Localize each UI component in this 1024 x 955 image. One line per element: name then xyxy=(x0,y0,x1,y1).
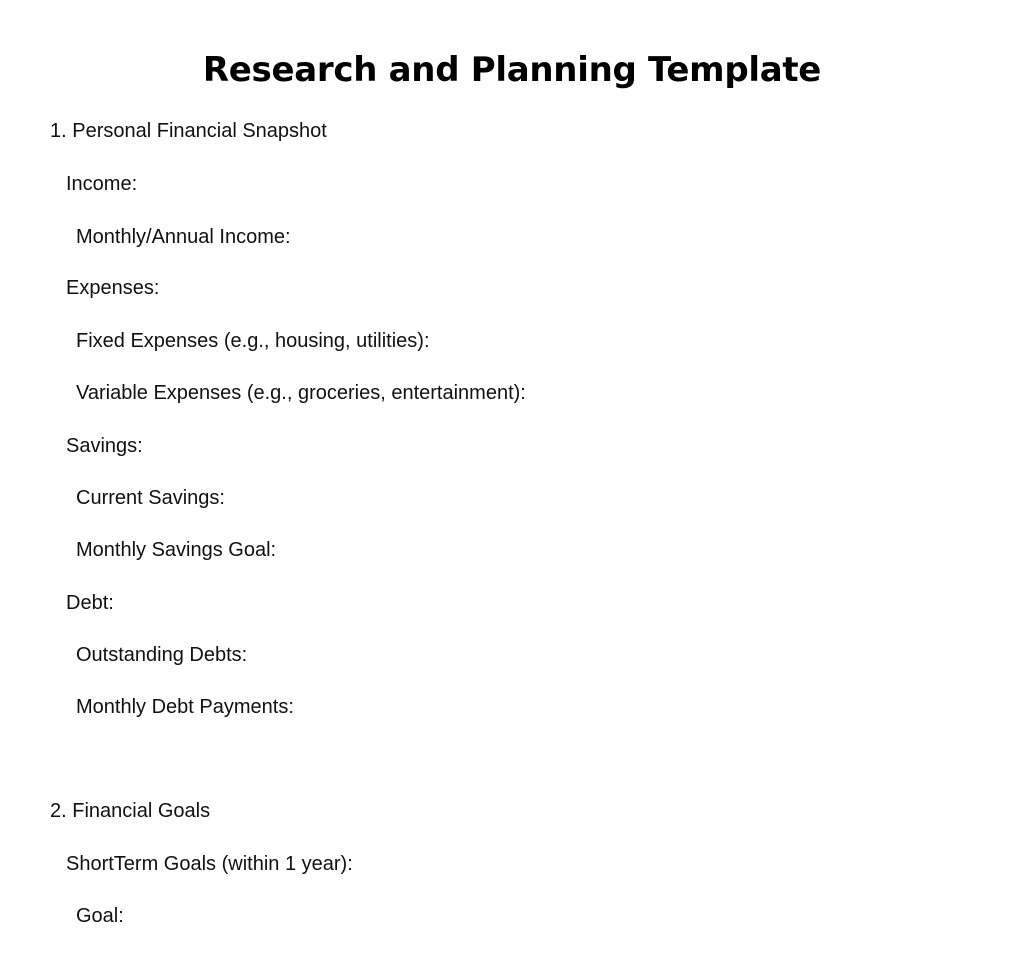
field-monthly-debt-payments: Monthly Debt Payments: xyxy=(76,696,294,718)
section-heading-financial-goals: 2. Financial Goals xyxy=(50,800,211,822)
field-monthly-savings-goal: Monthly Savings Goal: xyxy=(76,539,277,561)
field-variable-expenses: Variable Expenses (e.g., groceries, entertainment): xyxy=(76,382,526,404)
group-label-income: Income: xyxy=(66,173,138,195)
field-current-savings: Current Savings: xyxy=(76,487,225,509)
page-title: Research and Planning Template xyxy=(202,50,822,90)
group-label-expenses: Expenses: xyxy=(66,277,160,299)
field-goal: Goal: xyxy=(76,905,124,927)
group-label-debt: Debt: xyxy=(66,592,114,614)
section-heading-financial-snapshot: 1. Personal Financial Snapshot xyxy=(50,120,327,142)
group-label-short-term-goals: ShortTerm Goals (within 1 year): xyxy=(66,853,353,875)
field-fixed-expenses: Fixed Expenses (e.g., housing, utilities): xyxy=(76,330,430,352)
field-outstanding-debts: Outstanding Debts: xyxy=(76,644,248,666)
field-monthly-annual-income: Monthly/Annual Income: xyxy=(76,226,291,248)
group-label-savings: Savings: xyxy=(66,435,143,457)
